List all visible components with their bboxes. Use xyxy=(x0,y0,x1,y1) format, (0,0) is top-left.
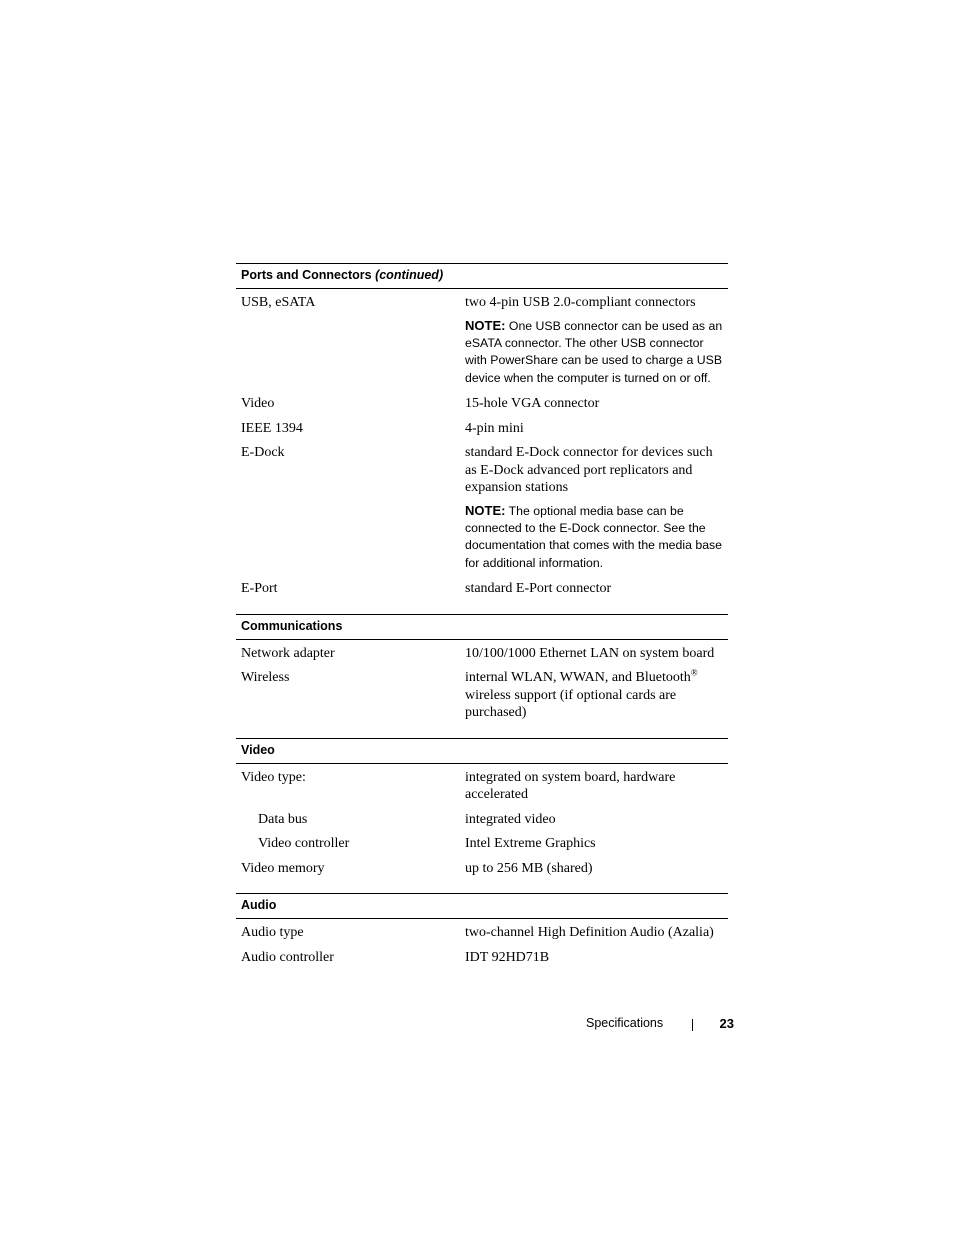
spec-row-video-controller xyxy=(236,835,728,853)
footer-section-name: Specifications xyxy=(586,1016,664,1030)
spec-label: Network adapter xyxy=(241,645,335,661)
spec-label: IEEE 1394 xyxy=(241,420,303,436)
spec-value: 10/100/1000 Ethernet LAN on system board xyxy=(465,645,715,661)
spec-label: Audio controller xyxy=(241,949,334,965)
section-header-audio xyxy=(236,893,728,919)
spec-label: Audio type xyxy=(241,925,304,941)
spec-row-audio-controller xyxy=(236,949,728,967)
spec-value xyxy=(465,669,727,722)
spec-value: 4-pin mini xyxy=(465,420,524,436)
note-text: The optional media base can be connected to the E-Dock connector. See the documentation that comes with the media base for additional information. xyxy=(465,503,723,570)
spec-row-usb-esata xyxy=(236,294,728,387)
spec-value: standard E-Dock connector for devices such as E-Dock advanced port replicators and expansion stations xyxy=(465,445,713,496)
section-header-video xyxy=(236,738,728,764)
spec-value: up to 256 MB (shared) xyxy=(465,860,593,876)
note-block xyxy=(465,317,727,388)
section-header-communications xyxy=(236,614,728,640)
spec-value: standard E-Port connector xyxy=(465,581,612,597)
spec-row-data-bus xyxy=(236,811,728,829)
spec-row-video-port xyxy=(236,395,728,413)
spec-label: USB, eSATA xyxy=(241,295,316,310)
registered-mark: ® xyxy=(690,667,698,678)
section-title: Audio xyxy=(241,898,277,913)
spec-value: IDT 92HD71B xyxy=(465,949,550,965)
spec-value: 15-hole VGA connector xyxy=(465,396,600,412)
value-text: internal WLAN, WWAN, and Bluetooth xyxy=(465,670,691,686)
spec-value: integrated on system board, hardware accelerated xyxy=(465,769,676,803)
section-title-suffix: (continued) xyxy=(375,268,444,282)
spec-row-wireless xyxy=(236,669,728,722)
page-number: 23 xyxy=(719,1016,734,1031)
spec-label: Video memory xyxy=(241,860,325,876)
spec-label: Video type: xyxy=(241,769,306,785)
spec-row-ieee1394 xyxy=(236,420,728,438)
spec-label: E-Port xyxy=(241,581,278,597)
spec-row-network-adapter xyxy=(236,645,728,663)
note-text: One USB connector can be used as an eSATA connector. The other USB connector with PowerShare can be used to charge a USB device when the computer is turned on or off. xyxy=(465,318,723,385)
value-text-continued: wireless support (if optional cards are purchased) xyxy=(465,687,677,721)
spec-value: Intel Extreme Graphics xyxy=(465,836,596,852)
spec-row-eport xyxy=(236,580,728,598)
specifications-table xyxy=(236,263,728,966)
note-label: NOTE: xyxy=(465,317,506,333)
section-title: Ports and Connectors xyxy=(241,268,372,282)
section-header-ports xyxy=(236,263,728,289)
spec-label: Wireless xyxy=(241,670,290,686)
spec-label: Video controller xyxy=(258,836,350,852)
spec-row-edock xyxy=(236,444,728,572)
spec-value: two-channel High Definition Audio (Azalia) xyxy=(465,925,714,941)
spec-label: Data bus xyxy=(258,811,308,827)
spec-value: integrated video xyxy=(465,811,556,827)
note-block xyxy=(465,502,727,573)
section-title: Video xyxy=(241,742,275,757)
spec-row-video-type xyxy=(236,769,728,804)
spec-label: E-Dock xyxy=(241,445,285,461)
note-label: NOTE: xyxy=(465,502,506,518)
spec-row-audio-type xyxy=(236,924,728,942)
spec-value: two 4-pin USB 2.0-compliant connectors xyxy=(465,295,696,310)
spec-label: Video xyxy=(241,396,275,412)
page-footer xyxy=(586,1016,734,1034)
section-title: Communications xyxy=(241,618,343,633)
spec-row-video-memory xyxy=(236,860,728,878)
footer-divider xyxy=(692,1019,693,1031)
